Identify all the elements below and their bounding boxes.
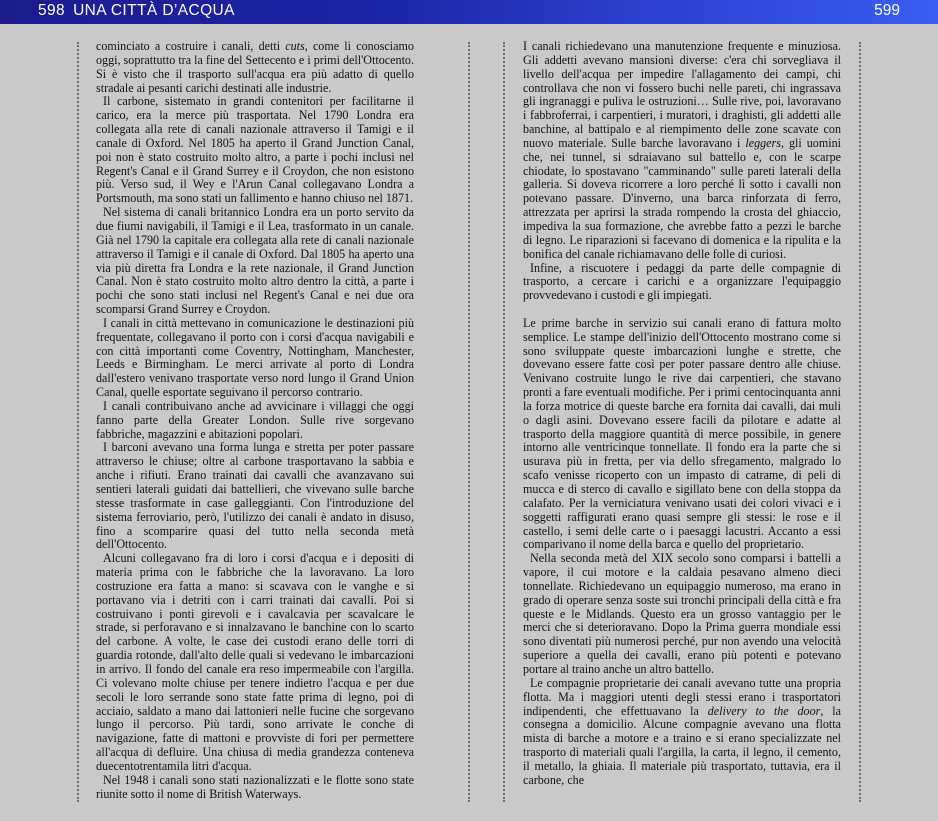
right-page-text-column bbox=[523, 40, 841, 788]
header-left bbox=[38, 2, 235, 20]
paragraph: Nel 1948 i canali sono stati nazionalizzati e le flotte sono state riunite sotto il nome di British Waterways. bbox=[96, 772, 414, 801]
paragraph: I canali richiedevano una manutenzione frequente e minuziosa. Gli addetti avevano mansioni diverse: c'era chi sorvegliava il livello dell'acqua per impedire l'allagamento dei campi, chi controllava che non vi fossero buchi nelle pareti, chi ingrassava gli ingranaggi e puliva le ostruzioni… Sulle rive, poi, lavoravano i fabbroferrai, i carpentieri, i muratori, i draghisti, gli addetti alle banchine, al battipalo e al riempimento delle zone scavate con nuovo materiale. Sulle barche lavoravano i leggers, gli uomini che, nei tunnel, si sdraiavano sul battello e, con le scarpe chiodate, lo spostavano "camminando" sulle pareti laterali della galleria. Si doveva ricorrere a loro perché lì sotto i cavalli non potevano passare. D'inverno, una barca rinforzata di ferro, attrezzata per aprirsi la strada rompendo la crosta del ghiaccio, impediva la sua formazione, che avrebbe fatto a pezzi le barche di legno. Le riparazioni si facevano di domenica e la ripulita e la bonifica del canale richiamavano delle folle di curiosi. bbox=[523, 39, 841, 261]
center-rule-left bbox=[468, 42, 470, 802]
paragraph: I canali contribuivano anche ad avvicinare i villaggi che oggi fanno parte della Greater London. Sulle rive sorgevano fabbriche, magazzini e abitazioni popolari. bbox=[96, 398, 414, 441]
paragraph: I barconi avevano una forma lunga e stretta per poter passare attraverso le chiuse; oltre al carbone trasportavano la sabbia e anche i rifiuti. Erano trainati dai cavalli che avanzavano sui sentieri laterali guidati dai battellieri, che vivevano sulle barche stesse trasformate in case galleggianti. Con l'introduzione del sistema ferroviario, però, l'utilizzo dei canali è andato in disuso, fino a scomparire quasi del tutto nella seconda metà dell'Ottocento. bbox=[96, 440, 414, 552]
right-page-number: 599 bbox=[874, 2, 900, 19]
left-page-number: 598 bbox=[38, 2, 66, 19]
paragraph: I canali in città mettevano in comunicazione le destinazioni più frequentate, collegavano il porto con i corsi d'acqua navigabili e con città importanti come Coventry, Nottingham, Manchester, Leeds e Birmingham. Le merci arrivate al porto di Londra dall'estero venivano trasportate verso nord lungo il Grand Union Canal, quelle esportate seguivano il percorso contrario. bbox=[96, 315, 414, 400]
paragraph: Il carbone, sistemato in grandi contenitori per facilitarne il carico, era la merce più trasportata. Nel 1790 Londra era collegata alla rete di canali nazionale attraverso il Tamigi e il canale di Oxford. Nel 1805 ha aperto il Grand Junction Canal, poi non è stato costruito molto altro, a parte i pochi inclusi nel Regent's Canal e il Grand Surrey e il Croydon, che non esistono più. Verso sud, il Wey e l'Arun Canal collegavano Londra a Portsmouth, ma sono stati un fallimento e hanno chiuso nel 1871. bbox=[96, 94, 414, 206]
paragraph: Infine, a riscuotere i pedaggi da parte delle compagnie di trasporto, a cercare i carichi e a organizzare l'equipaggio provvedevano i custodi e gli impiegati. bbox=[523, 260, 841, 303]
left-margin-rule bbox=[77, 42, 79, 802]
left-page-text-column bbox=[96, 40, 414, 801]
paragraph: Nel sistema di canali britannico Londra era un porto servito da due fiumi navigabili, il Tamigi e il Lea, trasformato in un canale. Già nel 1790 la capitale era collegata alla rete di canali nazionale attraverso il Tamigi e il canale di Oxford. Dal 1805 ha aperto una via più diretta fra Londra e la rete nazionale, il Grand Junction Canal. Non è stato costruito molto altro dentro la città, a parte i pochi che sono stati inclusi nel Regent's Canal e nei due ora scomparsi Grand Surrey e Croydon. bbox=[96, 205, 414, 317]
paragraph: Nella seconda metà del XIX secolo sono comparsi i battelli a vapore, il cui motore e la caldaia pesavano almeno dieci tonnellate. Richiedevano un equipaggio numeroso, ma erano in grado di operare senza soste sui tronchi principali della città e fra queste e le Midlands. Questo era un grosso vantaggio per le merci che si deterioravano. Dopo la Prima guerra mondiale essi sono diventati più numerosi perché, pur non avendo una velocità superiore a quella dei cavalli, erano più potenti e potevano portare al traino anche un altro battello. bbox=[523, 551, 841, 676]
running-title: UNA CITTÀ D’ACQUA bbox=[73, 2, 235, 19]
paragraph: cominciato a costruire i canali, detti cuts, come li conosciamo oggi, soprattutto tra la fine del Settecento e i primi dell'Ottocento. Si è visto che il trasporto sull'acqua era più adatto di quello stradale ai pesanti carichi destinati alle industrie. bbox=[96, 39, 414, 95]
paragraph: Le prime barche in servizio sui canali erano di fattura molto semplice. Le stampe dell'inizio dell'Ottocento mostrano come si sono sviluppate queste imbarcazioni lunghe e strette, che dovevano essere fatte così per poter passare dentro alle chiuse. Venivano costruite lungo le rive dai carpentieri, che stavano pronti a fare eventuali modifiche. Per i primi centocinquanta anni la forza motrice di queste barche era fornita dai cavalli, dai muli o dagli asini. Dovevano essere facili da pilotare e adatte al trasporto della maggiore quantità di merce possibile, in genere intorno alle ventricinque tonnellate. Il fondo era la parte che si usurava più in fretta, per via dello sfregamento, malgrado lo scafo venisse ricoperto con un impasto di catrame, di peli di mucca e di sterco di cavallo e sigillato bene con della stoppa da calafato. Per la verniciatura venivano usati dei colori vivaci e i soggetti raffigurati erano quasi sempre gli stessi: le rose e il castello, i semi delle carte o i paesaggi lacustri. Accanto a essi comparivano il nome della barca e quello del proprietario. bbox=[523, 315, 841, 552]
paragraph: Alcuni collegavano fra di loro i corsi d'acqua e i depositi di materia prima con le fabbriche che la lavoravano. La loro costruzione era fatta a mano: si scavava con le vanghe e si portavano via i detriti con i carri trainati dai cavalli. Poi si costruivano i ponti girevoli e i cavalcavia per scavalcare le strade, si perforavano e si innalzavano le banchine con lo scarto del carbone. A volte, le case dei custodi erano delle torri di guardia rotonde, dall'alto delle quali si vedevano le imbarcazioni in arrivo. Il fondo del canale era reso impermeabile con l'argilla. Ci volevano molte chiuse per tenere indietro l'acqua e per due secoli le loro serrande sono state fatte prima di legno, poi di acciaio, saldato a mano dai lattonieri nelle fucine che sorgevano lungo il percorso. Più tardi, sono arrivate le conche di navigazione, fatte di mattoni e provviste di fori per permettere all'acqua di defluire. Una chiusa di media grandezza conteneva duecentotrentamila litri d'acqua. bbox=[96, 551, 414, 773]
paragraph: Le compagnie proprietarie dei canali avevano tutte una propria flotta. Ma i maggiori utenti degli stessi erano i trasportatori indipendenti, che effettuavano la delivery to the door, la consegna a domicilio. Alcune compagnie avevano una flotta mista di barche a motore e a traino e si erano specializzate nel trasporto di materiali quali l'argilla, la carta, il legno, il cemento, il metallo, la ghiaia. Il materiale più trasportato, tuttavia, era il carbone, che bbox=[523, 675, 841, 787]
center-rule-right bbox=[503, 42, 505, 802]
running-header bbox=[0, 0, 938, 24]
right-margin-rule bbox=[859, 42, 861, 802]
